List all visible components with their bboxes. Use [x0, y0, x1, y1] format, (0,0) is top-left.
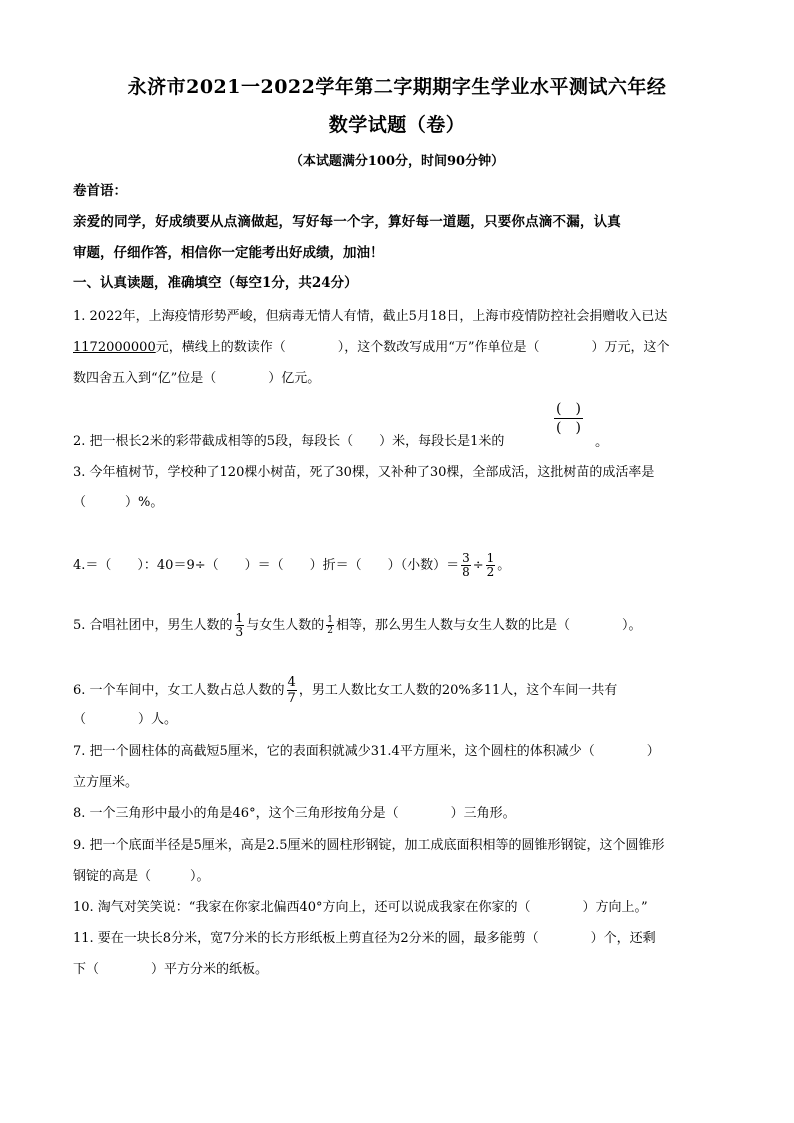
q2-frac-numerator: ( )	[556, 401, 581, 417]
q10-text: 10. 淘气对笑笑说：“我家在你家北偏西40°方向上，还可以说成我家在你家的（ ）方向上。”	[73, 900, 648, 915]
q6-f-num: 4	[287, 675, 296, 690]
q1-line1: 1. 2022年，上海疫情形势严峻，但病毒无情人有情，截止5月18日，上海市疫情防控社会捐赠收入已达	[73, 309, 668, 324]
q5-fraction-2	[326, 615, 334, 636]
q5-line	[73, 612, 723, 639]
q1-line2-rest: 元，横线上的数读作（ ），这个数改写成用“万”作单位是（ ）万元，这个	[155, 340, 670, 355]
q6-text-a: 6. 一个车间中，女工人数占总人数的	[73, 683, 285, 698]
q7-line2: 立方厘米。	[73, 775, 139, 790]
q5-f1-den: 3	[235, 625, 244, 639]
exam-title-line2: 数学试题（卷）	[328, 114, 466, 136]
preface-text-line2: 审题，仔细作答，相信你一定能考出好成绩，加油！	[73, 245, 384, 261]
section1-heading: 一、认真读题，准确填空（每空1分，共24分）	[73, 275, 358, 291]
q2-frac-denominator: ( )	[556, 420, 581, 436]
q4-text: 4.＝（ ）：40＝9÷（ ）＝（ ）折＝（ ）（小数）＝	[73, 558, 460, 573]
q5-text-b: 与女生人数的	[246, 618, 325, 633]
q6-f-den: 7	[287, 691, 296, 706]
q4-line	[73, 552, 723, 579]
q1-number: 1172000000	[73, 340, 156, 355]
preface-text-line1: 亲爱的同学，好成绩要从点滴做起，写好每一个字，算好每一道题，只要你点滴不漏，认真	[73, 214, 621, 230]
q1-line2	[73, 338, 723, 358]
q5-fraction-1	[235, 612, 245, 639]
exam-subtitle: （本试题满分100分，时间90分钟）	[289, 154, 505, 169]
q4-f2-den: 2	[486, 565, 495, 579]
q2-fraction	[554, 400, 583, 437]
q4-end: 。	[497, 558, 511, 573]
q4-fraction-2	[486, 552, 496, 579]
q11-line1: 11. 要在一块长8分米，宽7分米的长方形纸板上剪直径为2分米的圆，最多能剪（ ）个，还剩	[73, 931, 656, 946]
q5-f2-den: 2	[327, 626, 333, 636]
q4-f1-num: 3	[462, 551, 470, 565]
q5-text-a: 5. 合唱社团中，男生人数的	[73, 618, 233, 633]
q2-end: 。	[595, 434, 609, 450]
q6-fraction	[287, 675, 297, 706]
q6-line1	[73, 675, 723, 706]
q5-f1-num: 1	[235, 611, 244, 625]
q11-line2: 下（ ）平方分米的纸板。	[73, 962, 269, 977]
q1-line3: 数四舍五入到“亿”位是（ ）亿元。	[73, 371, 321, 386]
preface-heading: 卷首语：	[73, 183, 127, 199]
q6-text-b: ，男工人数比女工人数的20%多11人，这个车间一共有	[298, 683, 618, 698]
q7-line1: 7. 把一个圆柱体的高截短5厘米，它的表面积就减少31.4平方厘米，这个圆柱的体积减少（ ）	[73, 744, 660, 759]
q4-f1-den: 8	[462, 565, 470, 579]
q8-text: 8. 一个三角形中最小的角是46°，这个三角形按角分是（ ）三角形。	[73, 806, 516, 821]
q9-line2: 钢锭的高是（ ）。	[73, 869, 210, 884]
q4-f2-num: 1	[486, 551, 495, 565]
q6-line2: （ ）人。	[73, 712, 178, 727]
exam-title-line1: 永济市2021一2022学年第二字期期字生学业水平测试六年经	[127, 76, 667, 98]
q3-line2: （ ）%。	[73, 495, 164, 510]
q4-fraction-1	[461, 552, 471, 579]
q5-f2-num: 1	[327, 615, 333, 625]
q3-line1: 3. 今年植树节，学校种了120棵小树苗，死了30棵，又补种了30棵，全部成活，这批树苗的成活率是	[73, 465, 655, 480]
q5-text-c: 相等，那么男生人数与女生人数的比是（ ）。	[335, 618, 642, 633]
q9-line1: 9. 把一个底面半径是5厘米，高是2.5厘米的圆柱形钢锭，加工成底面积相等的圆锥形钢锭，这个圆锥形	[73, 838, 665, 853]
q2-text-main: 2. 把一根长2米的彩带截成相等的5段，每段长（ ）米，每段长是1米的	[73, 434, 505, 449]
q2-text	[73, 432, 723, 452]
q4-op: ÷	[472, 558, 484, 573]
